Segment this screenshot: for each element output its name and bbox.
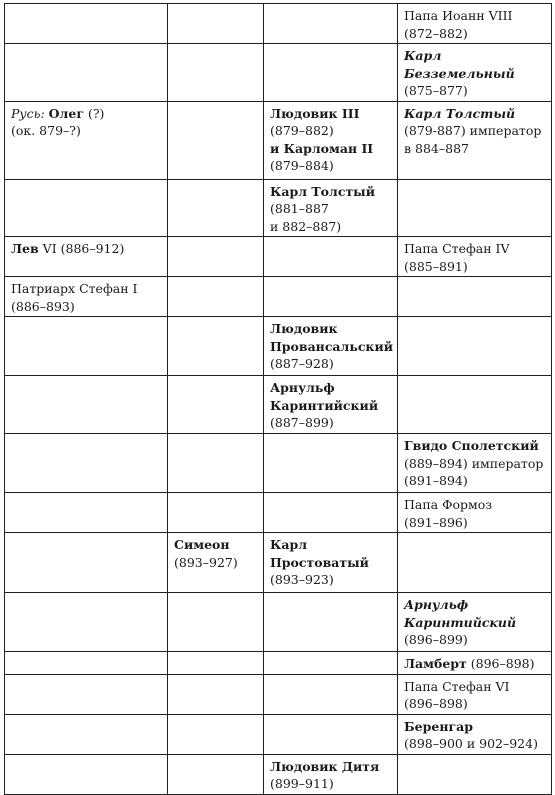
cell-italy-papacy: [398, 434, 552, 493]
cell-italy-papacy: [398, 44, 552, 102]
cell-bulgaria: [168, 44, 264, 102]
cell-rus-byzantium: [5, 317, 168, 376]
cell-bulgaria: [168, 493, 264, 533]
table-row: [5, 533, 552, 593]
ruler-name: Каринтийский: [270, 397, 379, 413]
entry-text: (891–896): [404, 514, 468, 530]
cell-west-francia: [264, 533, 398, 593]
cell-rus-byzantium: [5, 652, 168, 675]
ruler-name: Лев: [11, 241, 39, 256]
cell-italy-papacy: [398, 493, 552, 533]
ruler-name: Олег: [48, 105, 84, 121]
cell-west-francia: [264, 493, 398, 533]
cell-bulgaria: [168, 237, 264, 277]
cell-italy-papacy: [398, 714, 552, 754]
ruler-name: Провансальский: [270, 338, 394, 354]
cell-rus-byzantium: [5, 493, 168, 533]
entry-text: (ок. 879–?): [11, 123, 81, 138]
ruler-name: Людовик III: [270, 105, 360, 121]
entry-text: (889–894) император: [404, 455, 544, 471]
ruler-name: Людовик: [270, 321, 338, 336]
cell-rus-byzantium: [5, 376, 168, 434]
cell-west-francia: [264, 237, 398, 277]
entry-text: (893–923): [270, 572, 334, 587]
cell-west-francia: [264, 4, 398, 44]
cell-rus-byzantium: [5, 533, 168, 593]
cell-west-francia: [264, 277, 398, 317]
cell-west-francia: [264, 652, 398, 675]
table-row: [5, 179, 552, 237]
cell-west-francia: [264, 376, 398, 434]
cell-west-francia: [264, 101, 398, 179]
entry-text: (891–894): [404, 473, 468, 488]
ruler-name: Карл: [270, 537, 308, 552]
table-row: [5, 376, 552, 434]
cell-italy-papacy: [398, 652, 552, 675]
region-label: Русь:: [11, 105, 45, 121]
cell-bulgaria: [168, 593, 264, 652]
ruler-name: Простоватый: [270, 554, 369, 570]
cell-rus-byzantium: [5, 179, 168, 237]
chronology-table: [4, 3, 552, 795]
entry-text: (899–911): [270, 776, 334, 791]
ruler-name: Арнульф: [404, 597, 469, 612]
cell-italy-papacy: [398, 179, 552, 237]
ruler-name: Людовик Дитя: [270, 758, 380, 774]
cell-rus-byzantium: [5, 44, 168, 102]
entry-text: (896–898): [404, 696, 468, 711]
table-row: [5, 714, 552, 754]
entry-text: (898–900 и 902–924): [404, 736, 538, 751]
ruler-name: и Карломан II: [270, 140, 374, 156]
entry-text: Папа Формоз: [404, 497, 493, 512]
entry-text: (?): [84, 105, 105, 121]
cell-italy-papacy: [398, 754, 552, 794]
ruler-name: Арнульф: [270, 380, 335, 395]
cell-italy-papacy: [398, 533, 552, 593]
ruler-name: Ламберт: [404, 656, 467, 671]
entry-text: Папа Стефан IV: [404, 241, 510, 256]
entry-text: (872–882): [404, 25, 468, 41]
cell-italy-papacy: [398, 674, 552, 714]
table-row: [5, 434, 552, 493]
cell-rus-byzantium: [5, 434, 168, 493]
cell-italy-papacy: [398, 237, 552, 277]
table-row: [5, 593, 552, 652]
ruler-name: Карл Толстый: [404, 105, 516, 121]
cell-west-francia: [264, 179, 398, 237]
cell-bulgaria: [168, 652, 264, 675]
cell-italy-papacy: [398, 4, 552, 44]
cell-bulgaria: [168, 714, 264, 754]
entry-text: VI (886–912): [38, 241, 125, 256]
cell-bulgaria: [168, 376, 264, 434]
entry-text: в 884–887: [404, 140, 469, 156]
cell-bulgaria: [168, 101, 264, 179]
table-row: [5, 44, 552, 102]
ruler-name: Карл Безземельный: [404, 48, 515, 81]
table-row: [5, 493, 552, 533]
ruler-name: Каринтийский: [404, 614, 517, 630]
cell-italy-papacy: [398, 376, 552, 434]
cell-bulgaria: [168, 533, 264, 593]
table-row: [5, 674, 552, 714]
cell-west-francia: [264, 754, 398, 794]
table-row: [5, 317, 552, 376]
entry-text: Патриарх Стефан I: [11, 281, 138, 296]
cell-rus-byzantium: [5, 277, 168, 317]
entry-text: (887–928): [270, 356, 334, 371]
table-row: [5, 277, 552, 317]
ruler-name: Карл Толстый: [270, 183, 375, 199]
cell-west-francia: [264, 317, 398, 376]
entry-text: (879-887) император: [404, 123, 542, 138]
cell-west-francia: [264, 44, 398, 102]
cell-bulgaria: [168, 434, 264, 493]
ruler-name: Симеон: [174, 537, 230, 552]
entry-text: (896–898): [466, 656, 535, 671]
cell-rus-byzantium: [5, 101, 168, 179]
entry-text: Папа Иоанн VIII: [404, 8, 513, 23]
entry-text: (881–887: [270, 201, 329, 216]
cell-bulgaria: [168, 754, 264, 794]
entry-text: (885–891): [404, 258, 468, 274]
ruler-name: Гвидо Сполетский: [404, 438, 539, 453]
cell-italy-papacy: [398, 277, 552, 317]
cell-west-francia: [264, 593, 398, 652]
entry-text: (879–882): [270, 123, 334, 138]
entry-text: (896–899): [404, 632, 468, 647]
cell-bulgaria: [168, 317, 264, 376]
table-row: [5, 754, 552, 794]
entry-text: и 882–887): [270, 218, 342, 234]
cell-west-francia: [264, 674, 398, 714]
entry-text: Папа Стефан VI: [404, 678, 510, 694]
entry-text: (886–893): [11, 298, 75, 314]
cell-bulgaria: [168, 179, 264, 237]
cell-bulgaria: [168, 4, 264, 44]
cell-rus-byzantium: [5, 754, 168, 794]
cell-rus-byzantium: [5, 714, 168, 754]
cell-rus-byzantium: [5, 237, 168, 277]
entry-text: (875–877): [404, 83, 468, 98]
cell-italy-papacy: [398, 593, 552, 652]
entry-text: (893–927): [174, 554, 238, 570]
cell-bulgaria: [168, 674, 264, 714]
cell-west-francia: [264, 714, 398, 754]
table-row: [5, 652, 552, 675]
ruler-name: Беренгар: [404, 718, 473, 734]
cell-rus-byzantium: [5, 593, 168, 652]
cell-rus-byzantium: [5, 674, 168, 714]
table-row: [5, 237, 552, 277]
cell-italy-papacy: [398, 101, 552, 179]
chronology-table-body: [5, 4, 552, 795]
cell-bulgaria: [168, 277, 264, 317]
table-row: [5, 4, 552, 44]
cell-west-francia: [264, 434, 398, 493]
entry-text: (879–884): [270, 158, 334, 173]
table-row: [5, 101, 552, 179]
entry-text: (887–899): [270, 415, 334, 430]
cell-rus-byzantium: [5, 4, 168, 44]
cell-italy-papacy: [398, 317, 552, 376]
